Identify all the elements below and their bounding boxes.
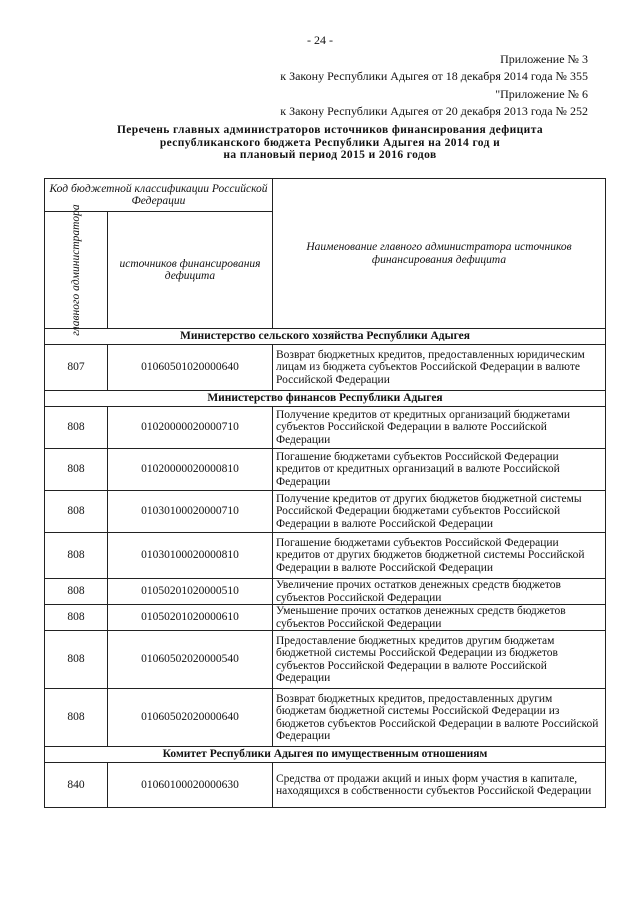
source-code: 01030100020000810 (108, 533, 273, 579)
page-number: - 24 - (307, 33, 333, 47)
header-admin-code: главного администратора (69, 204, 82, 336)
table-row (45, 533, 606, 579)
appendix-line-3: "Приложение № 6 (495, 87, 588, 101)
header-source-code: источников финансирования дефицита (108, 212, 273, 329)
admin-code: 840 (45, 763, 108, 808)
table-row (45, 631, 606, 689)
table-row (45, 491, 606, 533)
table-row (45, 449, 606, 491)
admin-name: Средства от продажи акций и иных форм участия в капитале, находящихся в собственности субъектов Российской Федерации (273, 763, 606, 808)
document-title (70, 124, 590, 162)
admin-name: Уменьшение прочих остатков денежных средств бюджетов субъектов Российской Федерации (273, 605, 606, 631)
administrators-table (44, 178, 606, 808)
section-row (45, 747, 606, 763)
title-line-3: на плановый период 2015 и 2016 годов (223, 149, 437, 161)
section-row (45, 329, 606, 345)
admin-name: Погашение бюджетами субъектов Российской Федерации кредитов от кредитных организаций в валюте Российской Федерации (273, 449, 606, 491)
admin-code: 808 (45, 533, 108, 579)
admin-name: Получение кредитов от кредитных организаций бюджетами субъектов Российской Федерации в валюте Российской Федерации (273, 407, 606, 449)
admin-name: Погашение бюджетами субъектов Российской Федерации кредитов от других бюджетов бюджетной системы Российской Федерации в валюте Российской Федерации (273, 533, 606, 579)
source-code: 01020000020000810 (108, 449, 273, 491)
header-admin-name: Наименование главного администратора источников финансирования дефицита (273, 179, 606, 329)
admin-name: Возврат бюджетных кредитов, предоставленных другим бюджетам бюджетной системы Российской Федерации из бюджетов субъектов Российской Федерации в валюте Российской Федерации (273, 689, 606, 747)
table-header-row-1 (45, 179, 606, 212)
admin-code: 808 (45, 579, 108, 605)
admin-name: Получение кредитов от других бюджетов бюджетной системы Российской Федерации бюджетами субъектов Российской Федерации в валюте Российской Федерации (273, 491, 606, 533)
source-code: 01050201020000610 (108, 605, 273, 631)
admin-code: 807 (45, 345, 108, 391)
admin-code: 808 (45, 689, 108, 747)
source-code: 01020000020000710 (108, 407, 273, 449)
source-code: 01060501020000640 (108, 345, 273, 391)
source-code: 01060100020000630 (108, 763, 273, 808)
table-row (45, 345, 606, 391)
admin-name: Увеличение прочих остатков денежных средств бюджетов субъектов Российской Федерации (273, 579, 606, 605)
title-line-2: республиканского бюджета Республики Адыгея на 2014 год и (159, 136, 501, 149)
section-row (45, 391, 606, 407)
appendix-line-4: к Закону Республики Адыгея от 20 декабря 2013 года № 252 (280, 104, 588, 118)
table-row (45, 407, 606, 449)
source-code: 01060502020000540 (108, 631, 273, 689)
section-title: Комитет Республики Адыгея по имущественным отношениям (45, 747, 606, 763)
header-admin-code-cell (45, 204, 108, 336)
source-code: 01030100020000710 (108, 491, 273, 533)
admin-name: Предоставление бюджетных кредитов другим бюджетам бюджетной системы Российской Федерации из бюджетов субъектов Российской Федерации в валюте Российской Федерации (273, 631, 606, 689)
table-row (45, 689, 606, 747)
admin-code: 808 (45, 407, 108, 449)
admin-code: 808 (45, 605, 108, 631)
source-code: 01050201020000510 (108, 579, 273, 605)
table-row (45, 763, 606, 808)
title-line-1: Перечень главных администраторов источников финансирования дефицита (116, 124, 544, 136)
section-title: Министерство сельского хозяйства Республики Адыгея (45, 329, 606, 345)
section-title: Министерство финансов Республики Адыгея (45, 391, 606, 407)
appendix-line-1: Приложение № 3 (500, 52, 588, 66)
admin-code: 808 (45, 631, 108, 689)
table-row (45, 605, 606, 631)
header-budget-code: Код бюджетной классификации Российской Федерации (45, 179, 273, 212)
appendix-line-2: к Закону Республики Адыгея от 18 декабря 2014 года № 355 (280, 69, 588, 83)
admin-code: 808 (45, 491, 108, 533)
table-row (45, 579, 606, 605)
admin-code: 808 (45, 449, 108, 491)
source-code: 01060502020000640 (108, 689, 273, 747)
admin-name: Возврат бюджетных кредитов, предоставленных юридическим лицам из бюджета субъектов Российской Федерации в валюте Российской Федерации (273, 345, 606, 391)
